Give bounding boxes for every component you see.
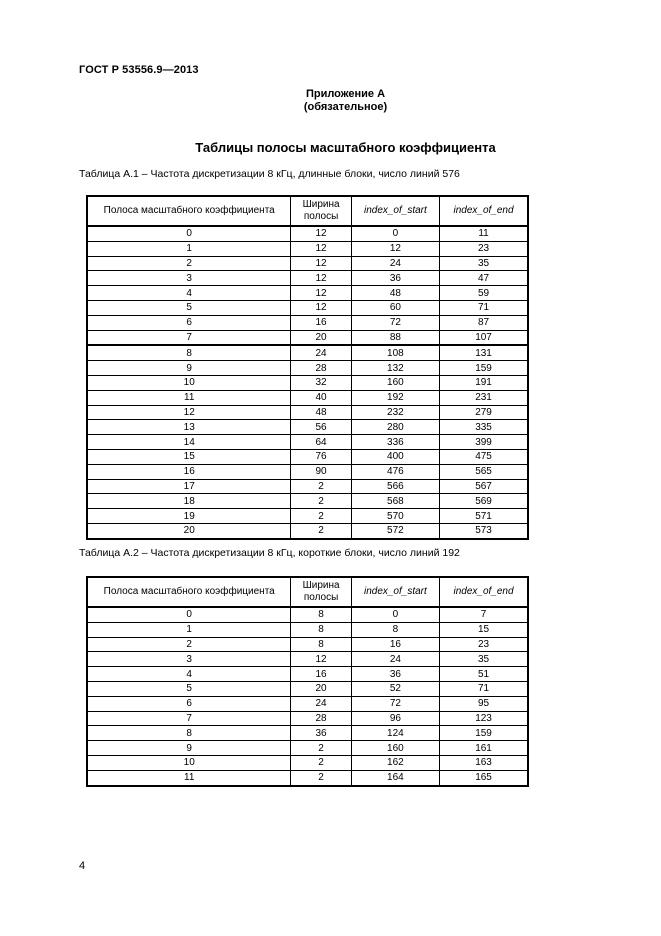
table-header-row	[87, 196, 528, 226]
table-a1-caption: Таблица А.1 – Частота дискретизации 8 кГц, длинные блоки, число линий 576	[79, 168, 460, 180]
width-cell: 48	[291, 405, 351, 420]
table-row	[87, 449, 528, 464]
table-row	[87, 405, 528, 420]
table-a2-body	[87, 607, 528, 786]
band-cell: 8	[87, 726, 291, 741]
width-cell: 20	[291, 330, 351, 345]
band-cell: 0	[87, 226, 291, 241]
width-cell: 2	[291, 494, 351, 509]
column-header-start: index_of_start	[351, 196, 439, 226]
end-cell: 279	[440, 405, 528, 420]
table-row	[87, 607, 528, 622]
width-cell: 24	[291, 345, 351, 360]
table-a1-body	[87, 226, 528, 539]
section-title: Таблицы полосы масштабного коэффициента	[195, 140, 496, 155]
table-row	[87, 361, 528, 376]
width-cell: 56	[291, 420, 351, 435]
end-cell: 475	[440, 449, 528, 464]
band-cell: 8	[87, 345, 291, 360]
band-cell: 6	[87, 696, 291, 711]
band-cell: 7	[87, 711, 291, 726]
width-cell: 40	[291, 390, 351, 405]
column-header-width: Ширина полосы	[291, 577, 351, 607]
width-cell: 90	[291, 464, 351, 479]
width-cell: 28	[291, 361, 351, 376]
width-cell: 12	[291, 652, 351, 667]
band-cell: 11	[87, 770, 291, 785]
start-cell: 164	[351, 770, 439, 785]
band-cell: 13	[87, 420, 291, 435]
end-cell: 71	[440, 300, 528, 315]
table-row	[87, 271, 528, 286]
band-cell: 19	[87, 509, 291, 524]
table-row	[87, 256, 528, 271]
band-cell: 5	[87, 300, 291, 315]
start-cell: 108	[351, 345, 439, 360]
end-cell: 59	[440, 286, 528, 301]
start-cell: 0	[351, 226, 439, 241]
table-row	[87, 741, 528, 756]
start-cell: 16	[351, 637, 439, 652]
end-cell: 23	[440, 241, 528, 256]
column-header-width: Ширина полосы	[291, 196, 351, 226]
width-cell: 32	[291, 375, 351, 390]
end-cell: 571	[440, 509, 528, 524]
band-cell: 14	[87, 435, 291, 450]
table-row	[87, 755, 528, 770]
band-cell: 11	[87, 390, 291, 405]
standard-code: ГОСТ Р 53556.9—2013	[79, 64, 199, 76]
band-cell: 1	[87, 241, 291, 256]
end-cell: 35	[440, 256, 528, 271]
start-cell: 160	[351, 741, 439, 756]
width-cell: 2	[291, 523, 351, 538]
end-cell: 7	[440, 607, 528, 622]
start-cell: 192	[351, 390, 439, 405]
width-cell: 20	[291, 681, 351, 696]
table-row	[87, 637, 528, 652]
start-cell: 572	[351, 523, 439, 538]
band-cell: 17	[87, 479, 291, 494]
table-row	[87, 330, 528, 345]
band-cell: 3	[87, 652, 291, 667]
start-cell: 0	[351, 607, 439, 622]
table-a1	[86, 195, 529, 540]
width-cell: 64	[291, 435, 351, 450]
annex-heading	[0, 88, 661, 114]
end-cell: 165	[440, 770, 528, 785]
end-cell: 567	[440, 479, 528, 494]
band-cell: 20	[87, 523, 291, 538]
table-header-row	[87, 577, 528, 607]
start-cell: 60	[351, 300, 439, 315]
band-cell: 16	[87, 464, 291, 479]
table-a2	[86, 576, 529, 787]
width-cell: 2	[291, 770, 351, 785]
band-cell: 0	[87, 607, 291, 622]
width-cell: 12	[291, 241, 351, 256]
start-cell: 336	[351, 435, 439, 450]
start-cell: 36	[351, 271, 439, 286]
end-cell: 231	[440, 390, 528, 405]
end-cell: 71	[440, 681, 528, 696]
column-header-end: index_of_end	[440, 577, 528, 607]
table-row	[87, 770, 528, 785]
start-cell: 568	[351, 494, 439, 509]
width-cell: 12	[291, 300, 351, 315]
end-cell: 15	[440, 622, 528, 637]
width-cell: 8	[291, 637, 351, 652]
column-header-band: Полоса масштабного коэффициента	[87, 196, 291, 226]
table-row	[87, 696, 528, 711]
start-cell: 24	[351, 652, 439, 667]
table-row	[87, 435, 528, 450]
start-cell: 160	[351, 375, 439, 390]
start-cell: 48	[351, 286, 439, 301]
end-cell: 35	[440, 652, 528, 667]
end-cell: 159	[440, 726, 528, 741]
start-cell: 232	[351, 405, 439, 420]
end-cell: 573	[440, 523, 528, 538]
band-cell: 18	[87, 494, 291, 509]
start-cell: 162	[351, 755, 439, 770]
band-cell: 10	[87, 375, 291, 390]
table-row	[87, 345, 528, 360]
width-cell: 36	[291, 726, 351, 741]
end-cell: 47	[440, 271, 528, 286]
start-cell: 132	[351, 361, 439, 376]
start-cell: 36	[351, 667, 439, 682]
start-cell: 96	[351, 711, 439, 726]
end-cell: 569	[440, 494, 528, 509]
table-row	[87, 726, 528, 741]
end-cell: 51	[440, 667, 528, 682]
band-cell: 15	[87, 449, 291, 464]
width-cell: 76	[291, 449, 351, 464]
start-cell: 280	[351, 420, 439, 435]
width-cell: 2	[291, 479, 351, 494]
table-row	[87, 681, 528, 696]
width-cell: 28	[291, 711, 351, 726]
start-cell: 400	[351, 449, 439, 464]
column-header-start: index_of_start	[351, 577, 439, 607]
start-cell: 570	[351, 509, 439, 524]
width-cell: 12	[291, 271, 351, 286]
table-row	[87, 523, 528, 538]
band-cell: 4	[87, 667, 291, 682]
table-row	[87, 390, 528, 405]
column-header-end: index_of_end	[440, 196, 528, 226]
table-row	[87, 652, 528, 667]
band-cell: 5	[87, 681, 291, 696]
start-cell: 8	[351, 622, 439, 637]
annex-title: Приложение А	[305, 88, 386, 100]
table-row	[87, 622, 528, 637]
width-cell: 2	[291, 755, 351, 770]
end-cell: 191	[440, 375, 528, 390]
end-cell: 107	[440, 330, 528, 345]
end-cell: 565	[440, 464, 528, 479]
band-cell: 7	[87, 330, 291, 345]
section-title-block	[0, 140, 661, 155]
width-cell: 8	[291, 622, 351, 637]
width-cell: 8	[291, 607, 351, 622]
table-row	[87, 494, 528, 509]
band-cell: 1	[87, 622, 291, 637]
end-cell: 159	[440, 361, 528, 376]
start-cell: 52	[351, 681, 439, 696]
width-cell: 2	[291, 741, 351, 756]
start-cell: 72	[351, 696, 439, 711]
band-cell: 2	[87, 637, 291, 652]
start-cell: 24	[351, 256, 439, 271]
start-cell: 88	[351, 330, 439, 345]
band-cell: 9	[87, 361, 291, 376]
table-a2-caption: Таблица А.2 – Частота дискретизации 8 кГц, короткие блоки, число линий 192	[79, 547, 460, 559]
table-row	[87, 286, 528, 301]
annex-status: (обязательное)	[303, 101, 388, 113]
end-cell: 23	[440, 637, 528, 652]
width-cell: 12	[291, 286, 351, 301]
width-cell: 12	[291, 256, 351, 271]
band-cell: 4	[87, 286, 291, 301]
table-row	[87, 711, 528, 726]
start-cell: 476	[351, 464, 439, 479]
end-cell: 11	[440, 226, 528, 241]
width-cell: 16	[291, 667, 351, 682]
start-cell: 72	[351, 315, 439, 330]
start-cell: 566	[351, 479, 439, 494]
start-cell: 124	[351, 726, 439, 741]
end-cell: 123	[440, 711, 528, 726]
end-cell: 161	[440, 741, 528, 756]
width-cell: 24	[291, 696, 351, 711]
end-cell: 335	[440, 420, 528, 435]
page-number: 4	[79, 860, 86, 872]
table-row	[87, 464, 528, 479]
end-cell: 95	[440, 696, 528, 711]
table-row	[87, 479, 528, 494]
table-row	[87, 420, 528, 435]
table-row	[87, 667, 528, 682]
width-cell: 12	[291, 226, 351, 241]
table-row	[87, 300, 528, 315]
band-cell: 9	[87, 741, 291, 756]
band-cell: 10	[87, 755, 291, 770]
table-row	[87, 241, 528, 256]
width-cell: 2	[291, 509, 351, 524]
end-cell: 87	[440, 315, 528, 330]
column-header-band: Полоса масштабного коэффициента	[87, 577, 291, 607]
table-row	[87, 226, 528, 241]
start-cell: 12	[351, 241, 439, 256]
width-cell: 16	[291, 315, 351, 330]
end-cell: 399	[440, 435, 528, 450]
end-cell: 131	[440, 345, 528, 360]
table-row	[87, 315, 528, 330]
table-row	[87, 509, 528, 524]
band-cell: 6	[87, 315, 291, 330]
band-cell: 2	[87, 256, 291, 271]
band-cell: 3	[87, 271, 291, 286]
band-cell: 12	[87, 405, 291, 420]
table-row	[87, 375, 528, 390]
end-cell: 163	[440, 755, 528, 770]
